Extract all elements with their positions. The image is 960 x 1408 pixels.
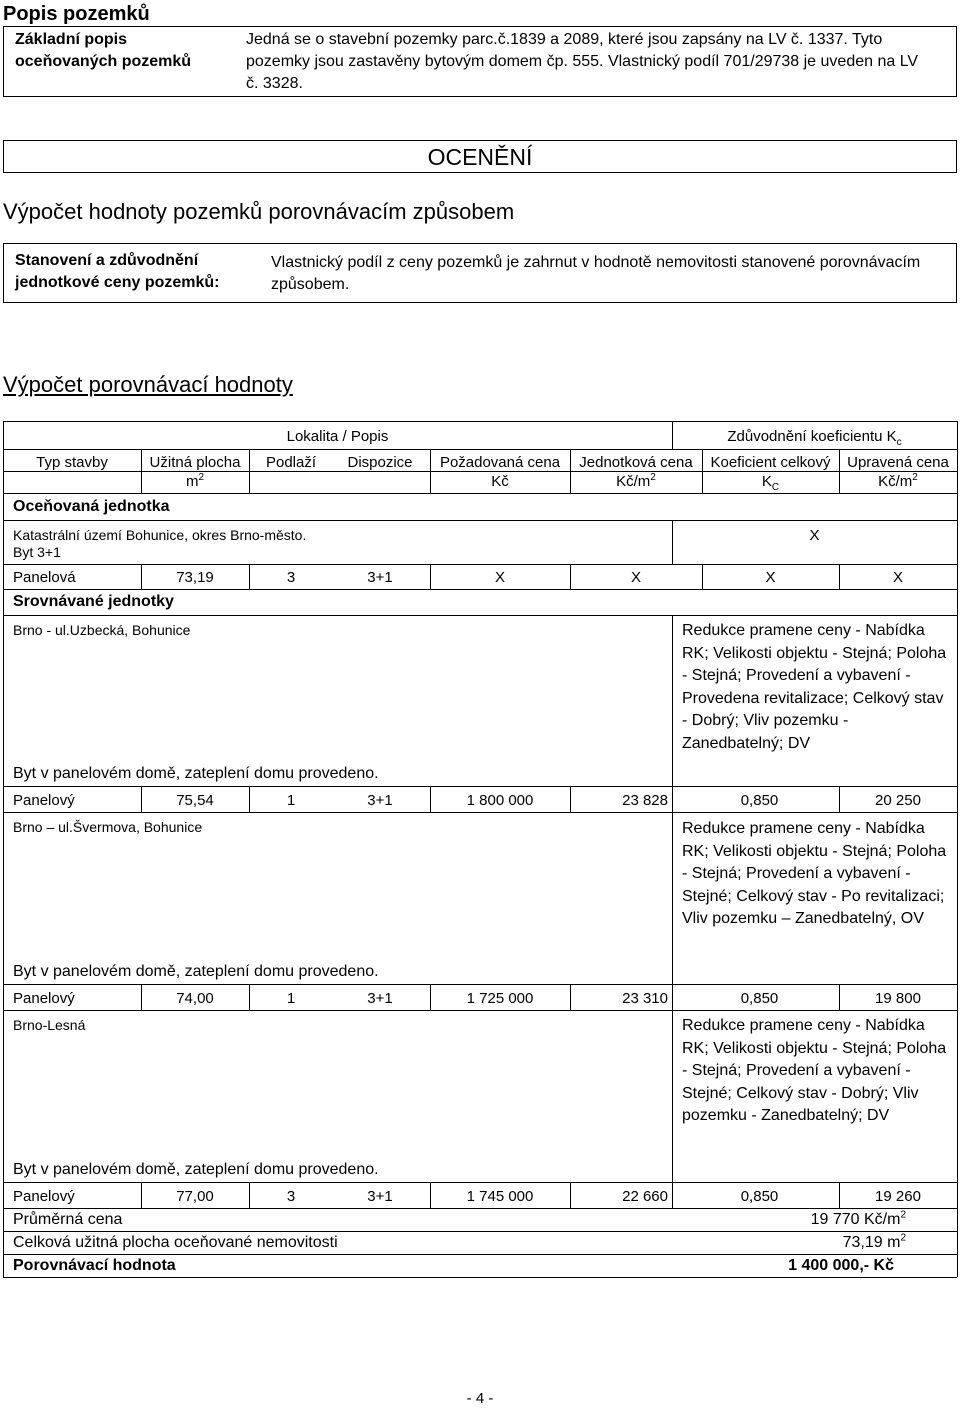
col-pozadovana-cena: Požadovaná cena [439,454,561,471]
valued-koef: X [765,569,776,586]
compared-2-cena: 1 725 000 [466,990,534,1007]
valued-upravena: X [892,569,903,586]
page-title: Popis pozemků [3,3,150,25]
unit-area: $m^2$ [185,472,205,490]
compared-1-dispozice: 3+1 [367,792,393,809]
compared-2-desc: Byt v panelovém domě, zateplení domu provedeno. [13,963,379,980]
compared-3-dispozice: 3+1 [367,1188,393,1205]
section2-heading: Výpočet porovnávací hodnoty [3,372,293,397]
compared-2-typ: Panelový [13,990,75,1007]
valued-jedn-cena: X [630,569,641,586]
compared-1-upravena: 20 250 [875,792,921,809]
col-podlazi: Podlaží [265,454,317,471]
col-koeficient: Koeficient celkový [710,454,831,471]
unit-coef: $K_C$ [761,473,780,493]
summary-area-value: 73,19 $m^2$ [842,1232,906,1251]
section1-label: Stanovení a zdůvodnění jednotkové ceny pozemků: [15,252,220,291]
valued-plocha: 73,19 [176,569,214,586]
oceneni-heading: OCENĚNÍ [427,144,533,170]
compared-2-koef: 0,850 [740,990,779,1007]
compared-1-desc: Byt v panelovém domě, zateplení domu provedeno. [13,765,379,782]
compared-3-plocha: 77,00 [176,1188,214,1205]
col-uzitna-plocha: Užitná plocha [149,454,241,471]
col-dispozice: Dispozice [347,454,413,471]
unit-price: Kč [491,473,509,490]
valued-podlazi: 3 [286,569,296,586]
compared-3-desc: Byt v panelovém domě, zateplení domu provedeno. [13,1161,379,1178]
summary-avg-label: Průměrná cena [13,1211,123,1228]
col-upravena-cena: Upravená cena [847,454,949,471]
compared-2-podlazi: 1 [286,990,296,1007]
compared-3-upravena: 19 260 [875,1188,921,1205]
compared-2-location: Brno – ul.Švermova, Bohunice [13,819,203,835]
page-number: - 4 - [466,1390,494,1407]
col-typ-stavby: Typ stavby [36,454,108,471]
compared-1-koef: 0,850 [740,792,779,809]
compared-3-location: Brno-Lesná [13,1017,86,1033]
compared-2-dispozice: 3+1 [367,990,393,1007]
summary-total-value: 1 400 000,- Kč [788,1257,894,1274]
compared-1-plocha: 75,54 [176,792,214,809]
compared-1-typ: Panelový [13,792,75,809]
compared-2-reason: Redukce pramene ceny - Nabídka RK; Velikosti objektu - Stejná; Poloha - Stejná; Provedení a vybavení - Stejné; Celkový stav - Po revitalizaci; Vliv pozemku – Zanedbatelný, OV [682,820,947,928]
section1-text: Vlastnický podíl z ceny pozemků je zahrnut v hodnotě nemovitosti stanovené porovnávacím způsobem. [271,254,921,293]
compared-1-podlazi: 1 [286,792,296,809]
summary-area-label: Celková užitná plocha oceňované nemovitosti [13,1234,338,1251]
valued-desc: Byt 3+1 [13,544,61,560]
valued-heading: Oceňovaná jednotka [13,498,170,515]
compared-3-reason: Redukce pramene ceny - Nabídka RK; Velikosti objektu - Stejná; Poloha - Stejná; Provedení a vybavení - Stejné; Celkový stav - Dobrý; Vliv pozemku - Zanedbatelný; DV [682,1017,947,1125]
summary-avg-value: 19 770 $Kč/m^2$ [810,1209,906,1228]
compared-1-cena: 1 800 000 [466,792,534,809]
compared-1-jedn-cena: 23 828 [622,792,668,809]
compared-1-location: Brno - ul.Uzbecká, Bohunice [13,622,191,638]
compared-3-podlazi: 3 [286,1188,296,1205]
table-right-border [957,421,958,1277]
valued-reason: X [809,527,820,544]
summary-total-label: Porovnávací hodnota [13,1257,176,1274]
col-jednotkova-cena: Jednotková cena [579,454,693,471]
compared-2-plocha: 74,00 [176,990,214,1007]
unit-adjusted: $Kč/m^2$ [878,472,918,490]
compared-2-upravena: 19 800 [875,990,921,1007]
compared-3-koef: 0,850 [740,1188,779,1205]
compared-heading: Srovnávané jednotky [13,593,174,610]
valued-typ: Panelová [13,569,76,586]
valued-dispozice: 3+1 [367,569,393,586]
compared-2-jedn-cena: 23 310 [622,990,668,1007]
header-coef-reason-text: Zdůvodnění koeficientu K [727,428,897,445]
valued-cena: X [494,569,505,586]
intro-label: Základní popis oceňovaných pozemků [15,31,192,70]
table-left-border [3,421,4,1277]
valued-location: Katastrální území Bohunice, okres Brno-město. [13,527,307,543]
compared-1-reason: Redukce pramene ceny - Nabídka RK; Velikosti objektu - Stejná; Poloha - Stejná; Provedení a vybavení - Provedena revitalizace; Celkový stav - Dobrý; Vliv pozemku - Zanedbatelný; DV [682,622,947,752]
compared-3-jedn-cena: 22 660 [622,1188,668,1205]
compared-3-cena: 1 745 000 [466,1188,534,1205]
intro-text: Jedná se o stavební pozemky parc.č.1839 a 2089, které jsou zapsány na LV č. 1337. Tyto pozemky jsou zastavěny bytovým domem čp. 555. Vlastnický podíl 701/29738 je uveden na LV č. 3328. [246,31,919,92]
header-coef-reason [672,427,957,446]
unit-unit-price: $Kč/m^2$ [616,472,656,490]
compared-3-typ: Panelový [13,1188,75,1205]
section1-heading: Výpočet hodnoty pozemků porovnávacím způsobem [3,199,515,224]
header-coef-reason-sub: c [896,437,902,448]
header-location: Lokalita / Popis [286,428,389,445]
